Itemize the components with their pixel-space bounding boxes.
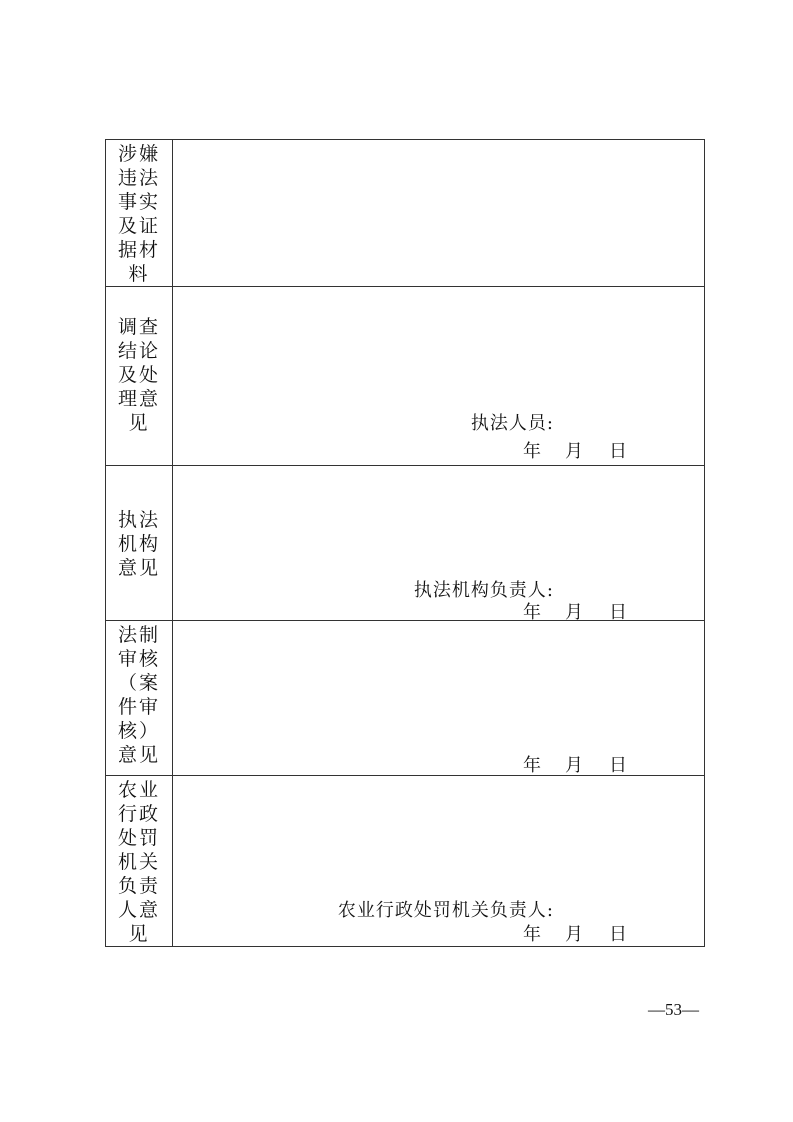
agency-opinion-content-area[interactable] (173, 466, 705, 621)
date-day-label: 日 (609, 602, 627, 623)
date-month-label: 月 (565, 755, 583, 776)
facts-content-area[interactable] (173, 140, 705, 287)
signature-label-enforcement-officer: 执法人员: (470, 413, 554, 434)
date-year-label: 年 (523, 924, 541, 945)
form-row-agency-opinion (106, 466, 705, 621)
date-day-label: 日 (609, 924, 627, 945)
form-row-conclusion (106, 287, 705, 466)
date-line (523, 437, 627, 463)
row-label-facts-evidence: 涉嫌 违法 事实 及证 据材 料 (117, 143, 160, 285)
date-day-label: 日 (609, 441, 627, 462)
authority-head-content-area[interactable] (173, 776, 705, 947)
date-line (523, 920, 627, 946)
enforcement-form-table (105, 139, 705, 947)
date-day-label: 日 (609, 755, 627, 776)
conclusion-content-area[interactable] (173, 287, 705, 466)
row-label-cell (106, 466, 173, 621)
date-month-label: 月 (565, 924, 583, 945)
date-month-label: 月 (565, 441, 583, 462)
page-number: —53— (648, 1000, 699, 1019)
date-year-label: 年 (523, 441, 541, 462)
row-label-conclusion: 调查 结论 及处 理意 见 (117, 316, 160, 434)
form-row-legal-review (106, 621, 705, 776)
date-year-label: 年 (523, 602, 541, 623)
signature-label-authority-head: 农业行政处罚机关负责人: (337, 900, 554, 921)
row-label-cell (106, 621, 173, 776)
date-year-label: 年 (523, 755, 541, 776)
row-label-agency-opinion: 执法 机构 意见 (117, 509, 160, 579)
legal-review-content-area[interactable] (173, 621, 705, 776)
signature-label-agency-head: 执法机构负责人: (413, 580, 554, 601)
row-label-cell (106, 776, 173, 947)
date-line (523, 751, 627, 777)
date-month-label: 月 (565, 602, 583, 623)
row-label-cell (106, 287, 173, 466)
row-label-authority-head: 农业 行政 处罚 机关 负责 人意 见 (117, 779, 160, 945)
form-row-authority-head (106, 776, 705, 947)
form-row-facts (106, 140, 705, 287)
row-label-legal-review: 法制 审核 （案 件审 核） 意见 (117, 624, 160, 766)
row-label-cell (106, 140, 173, 287)
